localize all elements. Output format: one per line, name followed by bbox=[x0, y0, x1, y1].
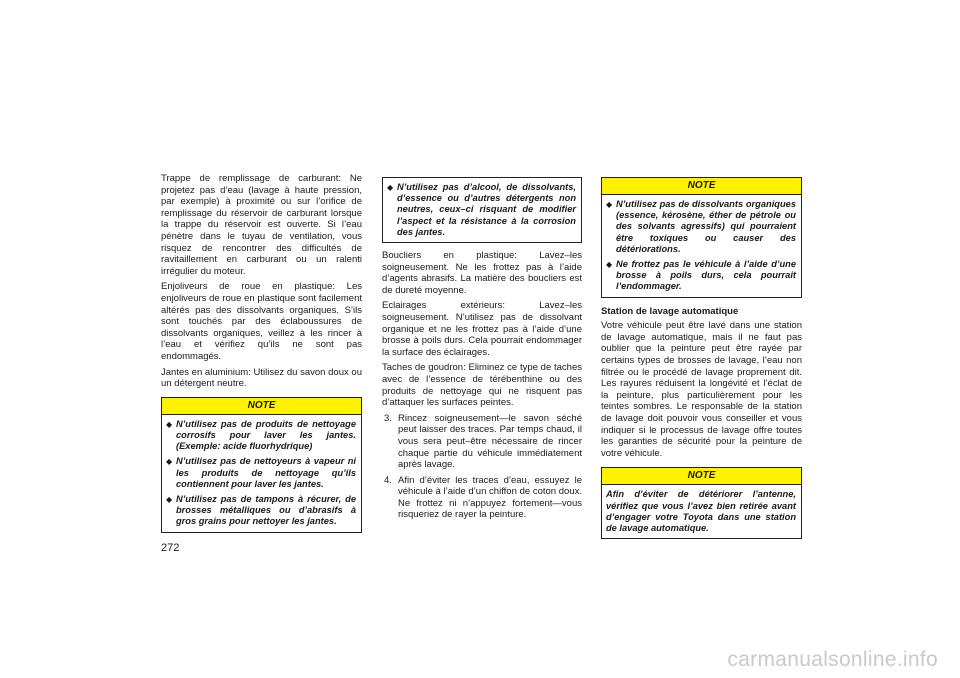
section-title: Station de lavage automatique bbox=[601, 305, 739, 317]
paragraph-plastic-bumpers: Boucliers en plastique: Lavez–les soigneusement. Ne les frottez pas à l’aide d’agents abrasifs. La matière des boucliers est de dureté moyenne. bbox=[382, 250, 582, 296]
note-item: ◆ N’utilisez pas de nettoyeurs à vapeur ni les produits de nettoyage qu’ils contiennent pour laver les jantes. bbox=[166, 456, 356, 489]
list-item-rinse: 3. Rincez soigneusement—le savon séché peut laisser des traces. Par temps chaud, il vous sera peut–être nécessaire de rincer chaque partie du véhicule immédiatement après lavage. bbox=[384, 412, 582, 471]
note-title: NOTE bbox=[602, 468, 801, 485]
diamond-bullet-icon: ◆ bbox=[606, 200, 613, 209]
column-1 bbox=[161, 173, 362, 533]
note-item: ◆ N’utilisez pas de tampons à récurer, de brosses métalliques ou d’abrasifs à gros grains pour nettoyer les jantes. bbox=[166, 493, 356, 527]
diamond-bullet-icon: ◆ bbox=[387, 183, 394, 192]
paragraph-wheel-covers: Enjoliveurs de roue en plastique: Les enjoliveurs de roue en plastique sont facilement altérés pas des dissolvants organiques. S’ils sont touchés par des éclaboussures de dissolvants organiques, veillez à les rincer à l’eau et vérifiez qu’ils ne sont pas endommagés. bbox=[161, 281, 362, 362]
note-box-antenna bbox=[601, 467, 802, 539]
note-box-solvents bbox=[601, 177, 802, 298]
paragraph-exterior-lights: Eclairages extérieurs: Lavez–les soigneusement. N’utilisez pas de dissolvant organique et ne les frottez pas à l’aide d’une brosse à poils durs. Cela pourrait endommager la surface des éclairages. bbox=[382, 300, 582, 358]
column-2 bbox=[382, 177, 582, 525]
page-number: 272 bbox=[161, 542, 180, 554]
watermark: carmanualsonline.info bbox=[727, 648, 938, 671]
list-item-dry: 4. Afin d’éviter les traces d’eau, essuyez le véhicule à l’aide d’un chiffon de coton doux. Ne frottez ni n’appuyez fortement—vous risqueriez de rayer la peinture. bbox=[384, 474, 582, 521]
note-box-rims bbox=[161, 397, 362, 533]
diamond-bullet-icon: ◆ bbox=[166, 494, 173, 504]
note-title: NOTE bbox=[602, 178, 801, 195]
paragraph-tar-stains: Taches de goudron: Eliminez ce type de taches avec de l’essence de térébenthine ou des produits de nettoyage qui ne risquent pas d’attaquer les surfaces peintes. bbox=[382, 362, 582, 409]
note-item: ◆ N’utilisez pas d’alcool, de dissolvants, d’essence ou d’autres détergents non neutres, ceux–ci risquant de modifier l’aspect et la résistance à la corrosion des jantes. bbox=[387, 182, 576, 237]
note-item: ◆ N’utilisez pas de dissolvants organiques (essence, kérosène, éther de pétrole ou des solvants agressifs) qui pourraient être toxiques ou causer des détériorations. bbox=[606, 199, 796, 254]
diamond-bullet-icon: ◆ bbox=[166, 457, 173, 467]
note-item: ◆ N’utilisez pas de produits de nettoyage corrosifs pour laver les jantes. (Exemple: acide fluorhydrique) bbox=[166, 418, 356, 452]
note-box-continued bbox=[382, 177, 582, 243]
column-3 bbox=[601, 177, 802, 539]
paragraph-aluminium-rims: Jantes en aluminium: Utilisez du savon doux ou un détergent neutre. bbox=[161, 366, 362, 390]
diamond-bullet-icon: ◆ bbox=[606, 260, 613, 270]
paragraph-car-wash: Votre véhicule peut être lavé dans une station de lavage automatique, mais il ne faut pas oublier que la peinture peut être rayée par certains types de brosses de lavage, l’eau non filtrée ou le procédé de lavage proprement dit. Les rayures réduisent la longévité et l’éclat de la peinture, plus particulièrement pour les teintes sombres. Le responsable de la station de lavage doit pouvoir vous conseiller et vous indiquer si le processus de lavage offre toutes les garanties de sécurité pour la peinture de votre véhicule. bbox=[601, 320, 802, 459]
paragraph-fuel-flap: Trappe de remplissage de carburant: Ne projetez pas d’eau (lavage à haute pression, par exemple) à proximité ou sur l’orifice de remplissage du réservoir de carburant lorsque la trappe du réservoir est ouverte. Si l’eau pénètre dans le tuyau de ventilation, vous risquez de rencontrer des difficultés de ravitaillement en carburant ou un ralenti irrégulier du moteur. bbox=[161, 173, 362, 277]
note-text: Afin d’éviter de détériorer l’antenne, vérifiez que vous l’avez bien retirée avant d’engager votre Toyota dans une station de lavage automatique. bbox=[606, 489, 796, 533]
note-item: ◆ Ne frottez pas le véhicule à l’aide d’une brosse à poils durs, cela pourrait l’endommager. bbox=[606, 259, 796, 292]
diamond-bullet-icon: ◆ bbox=[166, 419, 173, 429]
note-title: NOTE bbox=[162, 398, 361, 415]
